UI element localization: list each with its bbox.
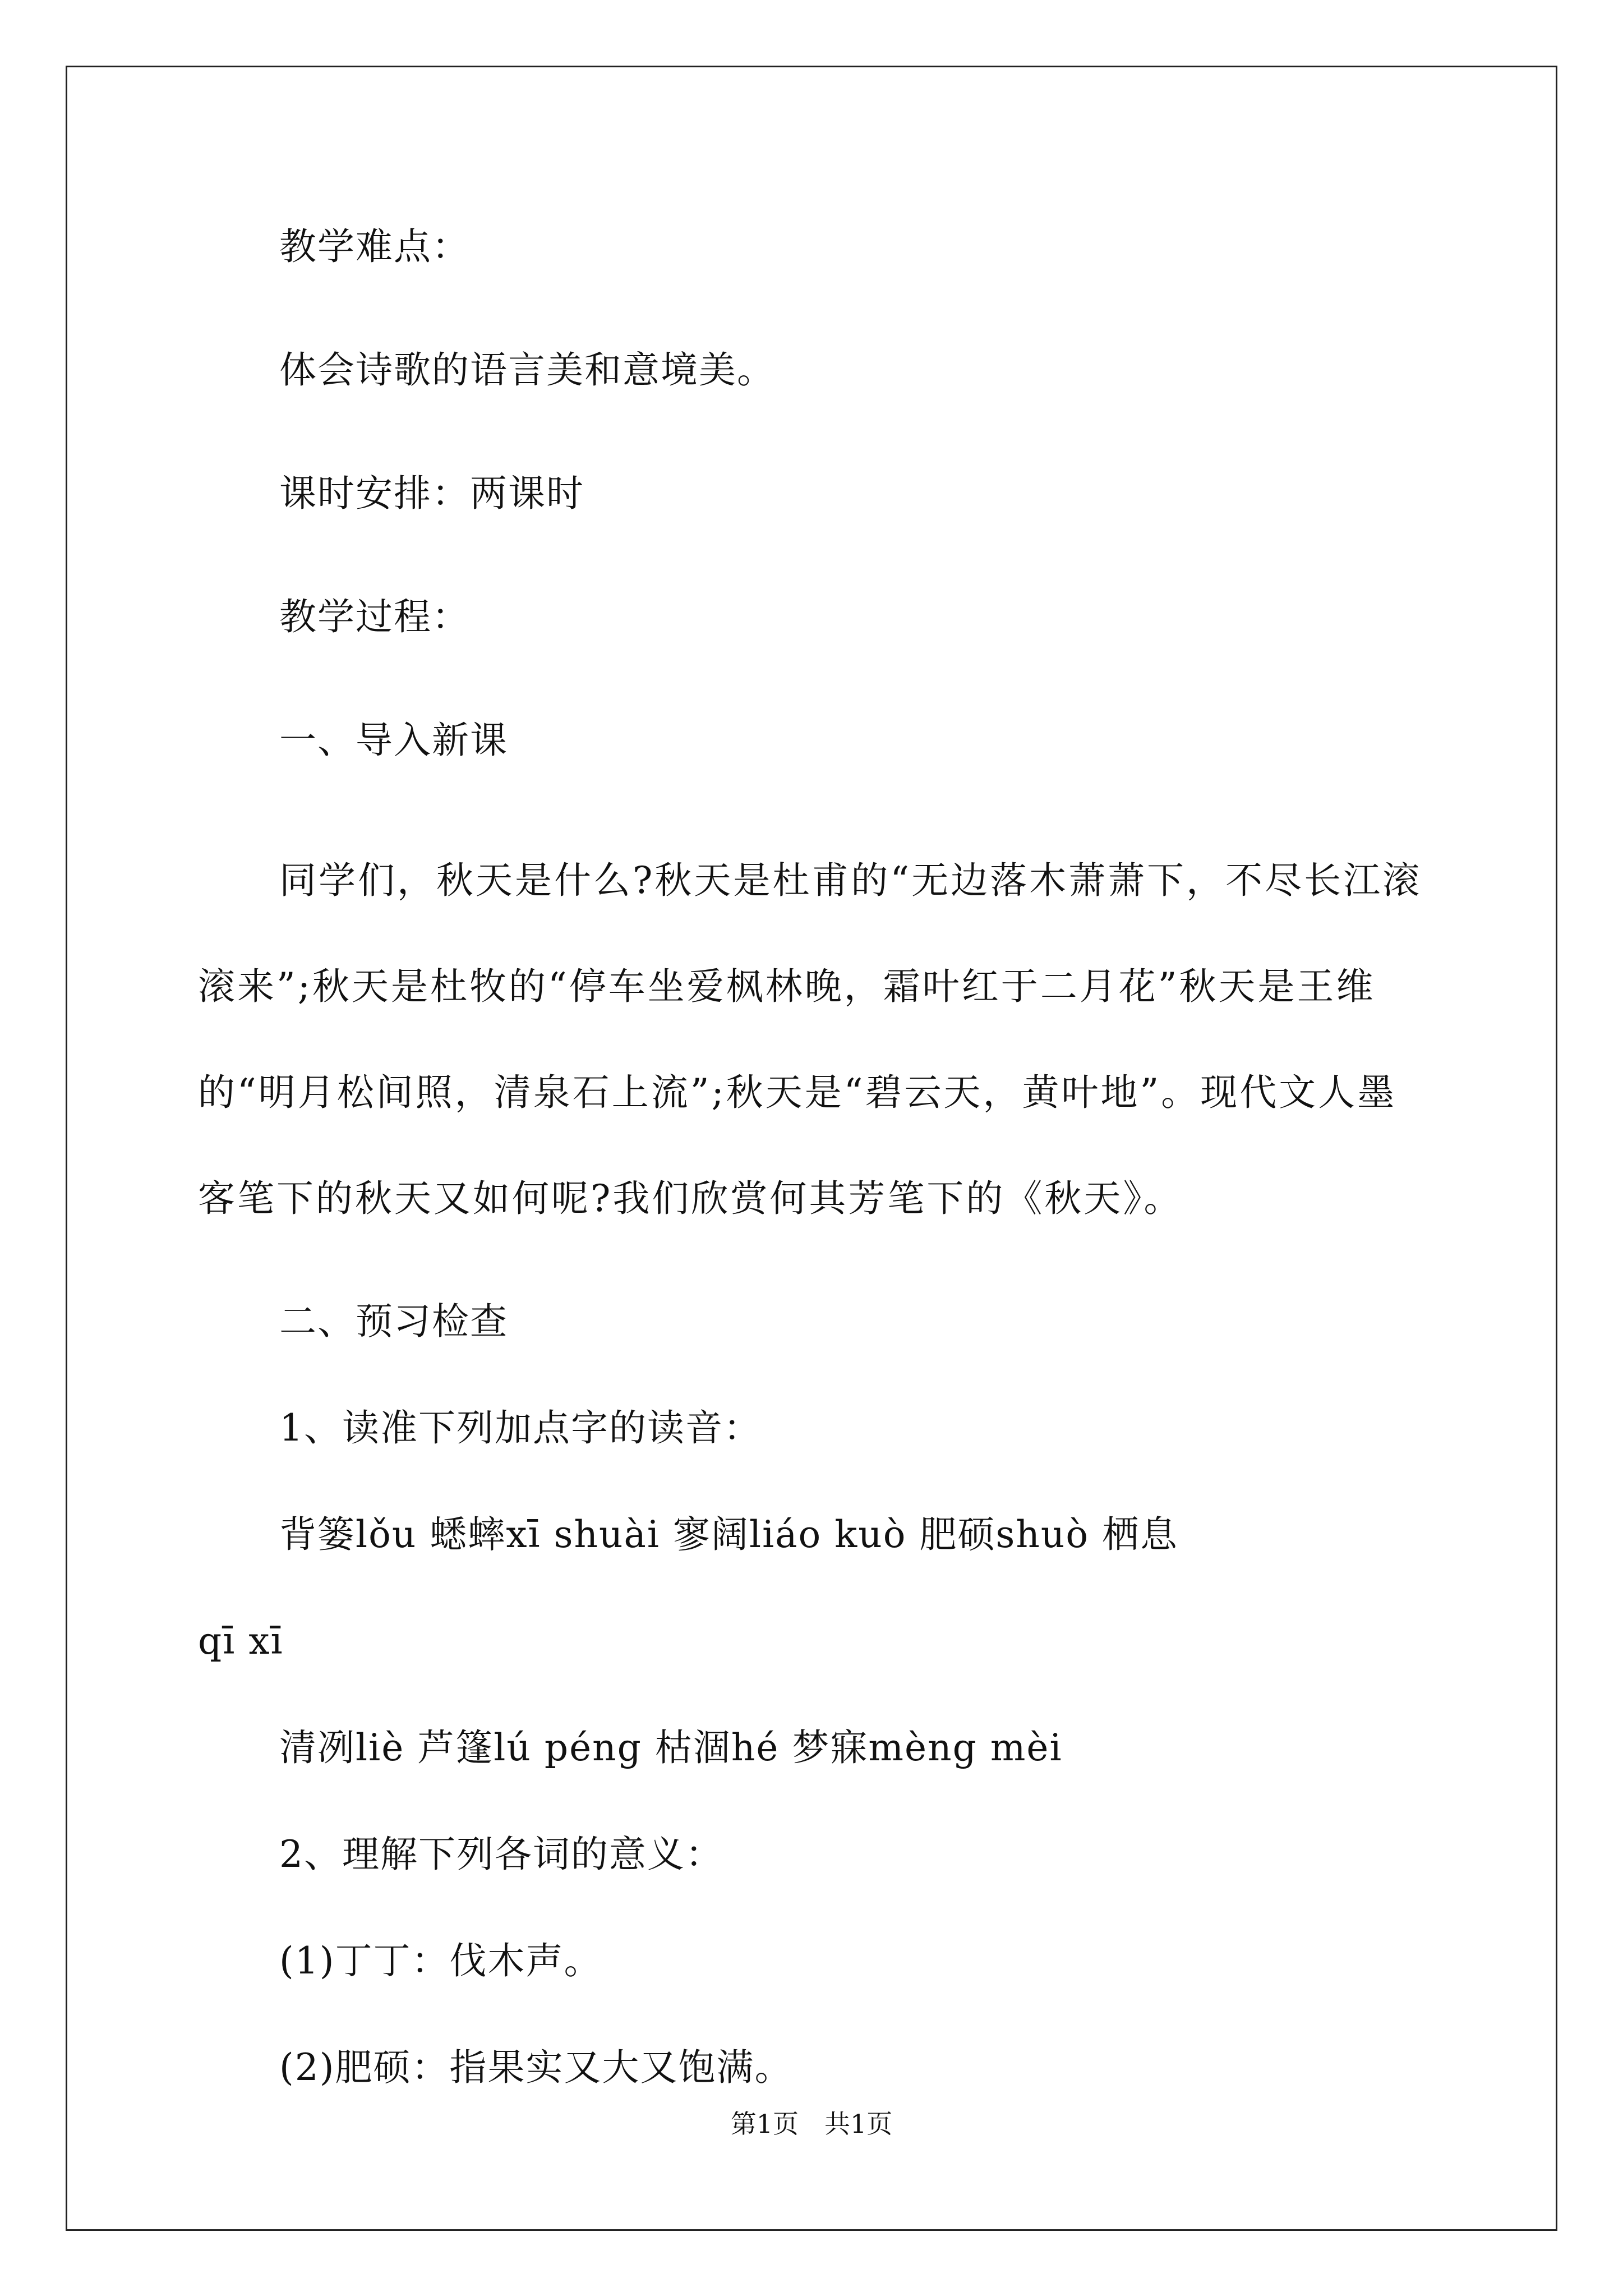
section-two-heading: 二、预习检查 bbox=[279, 1300, 508, 1343]
intro-paragraph-text: 同学们，秋天是什么?秋天是杜甫的“无边落木萧萧下，不尽长江滚滚来”;秋天是杜牧的“停车坐爱枫林晚，霜叶红于二月花”秋天是王维的“明月松间照，清泉石上流”;秋天是“碧云天，黄叶地”。现代文人墨客笔下的秋天又如何呢?我们欣赏何其芳笔下的《秋天》。 bbox=[198, 859, 1422, 1220]
definition-two: (2)肥硕：指果实又大又饱满。 bbox=[279, 2046, 793, 2089]
question-two: 2、理解下列各词的意义： bbox=[279, 1833, 723, 1876]
pinyin-line-one-continued: qī xī bbox=[198, 1619, 284, 1663]
document-body bbox=[198, 208, 1432, 2107]
page-footer: 第1页 共1页 bbox=[730, 2109, 893, 2139]
definition-one: (1)丁丁：伐木声。 bbox=[279, 1939, 602, 1982]
pinyin-line-two: 清冽liè 芦篷lú péng 枯涸hé 梦寐mèng mèi bbox=[279, 1726, 1063, 1769]
heading-teaching-difficulty: 教学难点： bbox=[279, 225, 470, 268]
intro-paragraph bbox=[198, 827, 1432, 1251]
question-one: 1、读准下列加点字的读音： bbox=[279, 1406, 762, 1450]
heading-teaching-process: 教学过程： bbox=[279, 595, 470, 638]
pinyin-line-one: 背篓lǒu 蟋蟀xī shuài 寥阔liáo kuò 肥硕shuò 栖息 bbox=[279, 1513, 1179, 1556]
difficulty-text: 体会诗歌的语言美和意境美。 bbox=[279, 348, 775, 392]
schedule-text: 课时安排：两课时 bbox=[279, 472, 584, 515]
section-one-heading: 一、导入新课 bbox=[279, 719, 508, 762]
